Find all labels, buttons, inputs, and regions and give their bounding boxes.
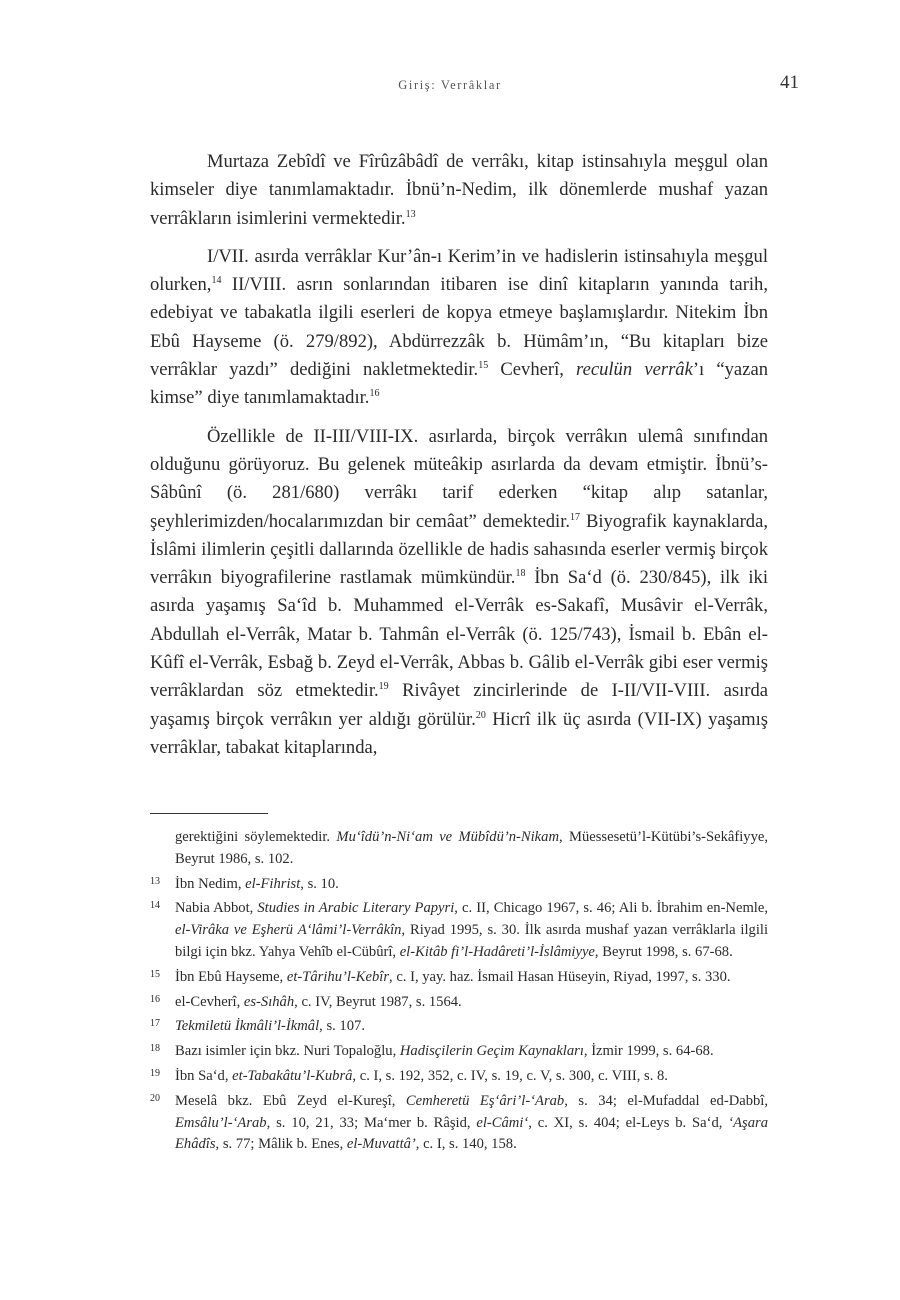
text-run: Cevherî, — [488, 359, 577, 381]
text-run: , c. XI, s. 404; el-Leys b. Sa‘d, — [528, 1114, 729, 1131]
text-run: İbn Ebû Hayseme, — [175, 968, 287, 985]
text-run: Rivâyet zincirlerinde de I-II/VII-VIII. asırda yaşamış birçok verrâkın yer aldığı görülür. — [150, 680, 769, 730]
text-run: , s. 10, 21, 33; Ma‘mer b. Râşid, — [266, 1114, 477, 1131]
text-run: , c. I, s. 140, 158. — [415, 1136, 517, 1153]
footnote-number: 18 — [150, 1043, 160, 1055]
footnote-ref: 20 — [475, 709, 486, 721]
paragraph-1 — [150, 148, 768, 233]
text-run: , Müessesetü’l-Kütübi’s-Sekâfiyye, Beyrut 1986, s. 102. — [175, 829, 768, 867]
text-run: Bazı isimler için bkz. Nuri Topaloğlu, — [175, 1043, 400, 1060]
paragraph-2 — [150, 243, 768, 413]
italic-title: el-Kitâb fi’l-Hadâreti’l-İslâmiyye — [399, 943, 595, 960]
footnote-text — [175, 1041, 768, 1063]
text-run: , c. II, Chicago 1967, s. 46; Ali b. İbrahim en-Nemle, — [454, 900, 768, 917]
text-run: I/VII. asırda verrâklar Kur’ân-ı Kerim’in ve hadislerin istinsahıyla meşgul olurken, — [150, 245, 768, 296]
footnote-continued — [150, 827, 768, 871]
text-run: Biyografik kaynaklarda, İslâmi ilimlerin çeşitli dallarında özellikle de hadis sahasında eserler vermiş birçok verrâkın biyografilerine rastlamak mümkündür. — [150, 510, 769, 589]
italic-title: et-Tabakâtu’l-Kubrâ — [232, 1067, 353, 1084]
paragraph-3 — [150, 423, 768, 763]
main-text — [150, 148, 768, 772]
text-run: gerektiğini söylemektedir. — [175, 829, 337, 845]
italic-title: es-Sıhâh — [243, 993, 295, 1010]
footnote-separator — [150, 813, 268, 814]
footnote-text — [175, 967, 768, 989]
text-run: İbn Sa‘d, — [175, 1067, 233, 1084]
italic-title: Studies in Arabic Literary Papyri — [257, 900, 455, 917]
footnote-ref: 16 — [369, 388, 380, 400]
footnote-text — [175, 1091, 768, 1156]
italic-title: Cemheretü Eş‘âri’l-‘Arab — [405, 1092, 565, 1109]
footnote-number: 19 — [150, 1067, 160, 1079]
footnote-text — [175, 992, 768, 1014]
footnote-16 — [150, 992, 768, 1014]
footnote-17 — [150, 1016, 768, 1038]
text-run: , c. I, s. 192, 352, c. IV, s. 19, c. V, s. 300, c. VIII, s. 8. — [352, 1067, 668, 1084]
footnote-ref: 19 — [378, 681, 389, 693]
text-run: el-Cevherî, — [175, 993, 244, 1010]
footnote-ref: 18 — [515, 567, 526, 579]
italic-title: el-Fihrist — [245, 875, 301, 892]
footnote-text — [175, 1016, 768, 1038]
footnote-number: 13 — [150, 875, 160, 887]
text-run: , s. 107. — [319, 1018, 365, 1035]
footnote-text — [175, 898, 768, 963]
text-run: , Riyad 1995, s. 30. İlk asırda mushaf yazan verrâklarla ilgili bilgi için bkz. Yahya Vehîb el-Cübûrî, — [175, 922, 768, 960]
footnote-number: 16 — [150, 993, 160, 1005]
page-number: 41 — [780, 72, 799, 93]
footnote-14 — [150, 898, 768, 963]
footnote-number: 14 — [150, 900, 160, 912]
footnote-19 — [150, 1066, 768, 1088]
text-run: İbn Sa‘d (ö. 230/845), ilk iki asırda yaşamış Sa‘îd b. Muhammed el-Verrâk es-Sakafî, Musâvir el-Verrâk, Abdullah el-Verrâk, Matar b. Tahmân el-Verrâk (ö. 125/743), İsmail b. Ebân el-Kûfî el-Verrâk, Esbağ b. Zeyd el-Verrâk, Abbas b. Gâlib el-Verrâk gibi eser vermiş verrâklardan söz etmektedir. — [150, 567, 768, 702]
italic-title: el-Muvattâ’ — [346, 1136, 416, 1153]
footnote-15 — [150, 967, 768, 989]
text-run: Meselâ bkz. Ebû Zeyd el-Kureşî, — [175, 1092, 406, 1109]
footnote-ref: 13 — [405, 208, 416, 220]
footnote-ref: 15 — [478, 359, 489, 371]
italic-title: Mu‘îdü’n-Ni‘am ve Mübîdü’n-Nikam — [336, 829, 560, 845]
text-run: Nabia Abbot, — [175, 900, 258, 917]
footnote-text — [175, 1066, 768, 1088]
text-run: Özellikle de II-III/VIII-IX. asırlarda, birçok verrâkın ulemâ sınıfından olduğunu görüyoruz. Bu gelenek müteâkip asırlarda da devam etmiştir. İbnü’s-Sâbûnî (ö. 281/680) verrâkı tarif ederken “kitap alıp satanlar, şeyhlerimizden/hocalarımızdan bir cemâat” demektedir. — [150, 425, 768, 532]
italic-title: Emsâlu’l-‘Arab — [175, 1114, 267, 1131]
footnotes — [150, 827, 768, 1159]
running-header: Giriş: Verrâklar — [398, 78, 502, 92]
italic-title: ‘Aşara Ehâdîs — [175, 1114, 769, 1153]
footnote-20 — [150, 1091, 768, 1156]
text-run: , c. I, yay. haz. İsmail Hasan Hüseyin, Riyad, 1997, s. 330. — [389, 968, 731, 985]
footnote-number: 17 — [150, 1018, 160, 1030]
text-run: , s. 77; Mâlik b. Enes, — [215, 1136, 347, 1153]
text-run: Hicrî ilk üç asırda (VII-IX) yaşamış verrâklar, tabakat kitaplarında, — [150, 708, 768, 758]
footnote-text — [175, 874, 768, 896]
footnote-text — [175, 827, 768, 871]
italic-title: Tekmiletü İkmâli’l-İkmâl — [175, 1018, 320, 1035]
text-run: İbn Nedim, — [175, 875, 246, 892]
text-run: , Beyrut 1998, s. 67-68. — [594, 943, 733, 960]
italic-title: reculün verrâk — [576, 359, 693, 381]
text-run: , s. 34; el-Mufaddal ed-Dabbî, — [564, 1092, 769, 1109]
italic-title: el-Virâka ve Eşherü A‘lâmi’l-Verrâkîn — [175, 922, 402, 939]
footnote-ref: 17 — [570, 511, 581, 523]
footnote-13 — [150, 874, 768, 896]
footnote-ref: 14 — [211, 275, 222, 286]
italic-title: et-Târihu’l-Kebîr — [286, 968, 390, 985]
text-run: Murtaza Zebîdî ve Fîrûzâbâdî de verrâkı, kitap istinsahıyla meşgul olan kimseler diye tanımlamaktadır. İbnü’n-Nedim, ilk dönemlerde mushaf yazan verrâkların isimlerini vermektedir. — [150, 151, 768, 229]
footnote-number: 15 — [150, 968, 160, 980]
text-run: , İzmir 1999, s. 64-68. — [583, 1043, 714, 1060]
italic-title: el-Câmi‘ — [476, 1114, 529, 1131]
italic-title: Hadisçilerin Geçim Kaynakları — [399, 1043, 584, 1060]
text-run: , s. 10. — [300, 875, 339, 892]
footnote-18 — [150, 1041, 768, 1063]
text-run: ’ı “yazan kimse” diye tanımlamaktadır. — [150, 359, 768, 409]
text-run: , c. IV, Beyrut 1987, s. 1564. — [294, 993, 462, 1010]
text-run: II/VIII. asrın sonlarından itibaren ise dinî kitapların yanında tarih, edebiyat ve tabakatla ilgili eserleri de kopya etmeye başlamışlardır. Nitekim İbn Ebû Hayseme (ö. 279/892), Abdürrezzâk b. Hümâm’ın, “Bu kitapları bize verrâklar yazdı” dediğini nakletmektedir. — [150, 274, 768, 381]
footnote-number: 20 — [150, 1092, 160, 1104]
